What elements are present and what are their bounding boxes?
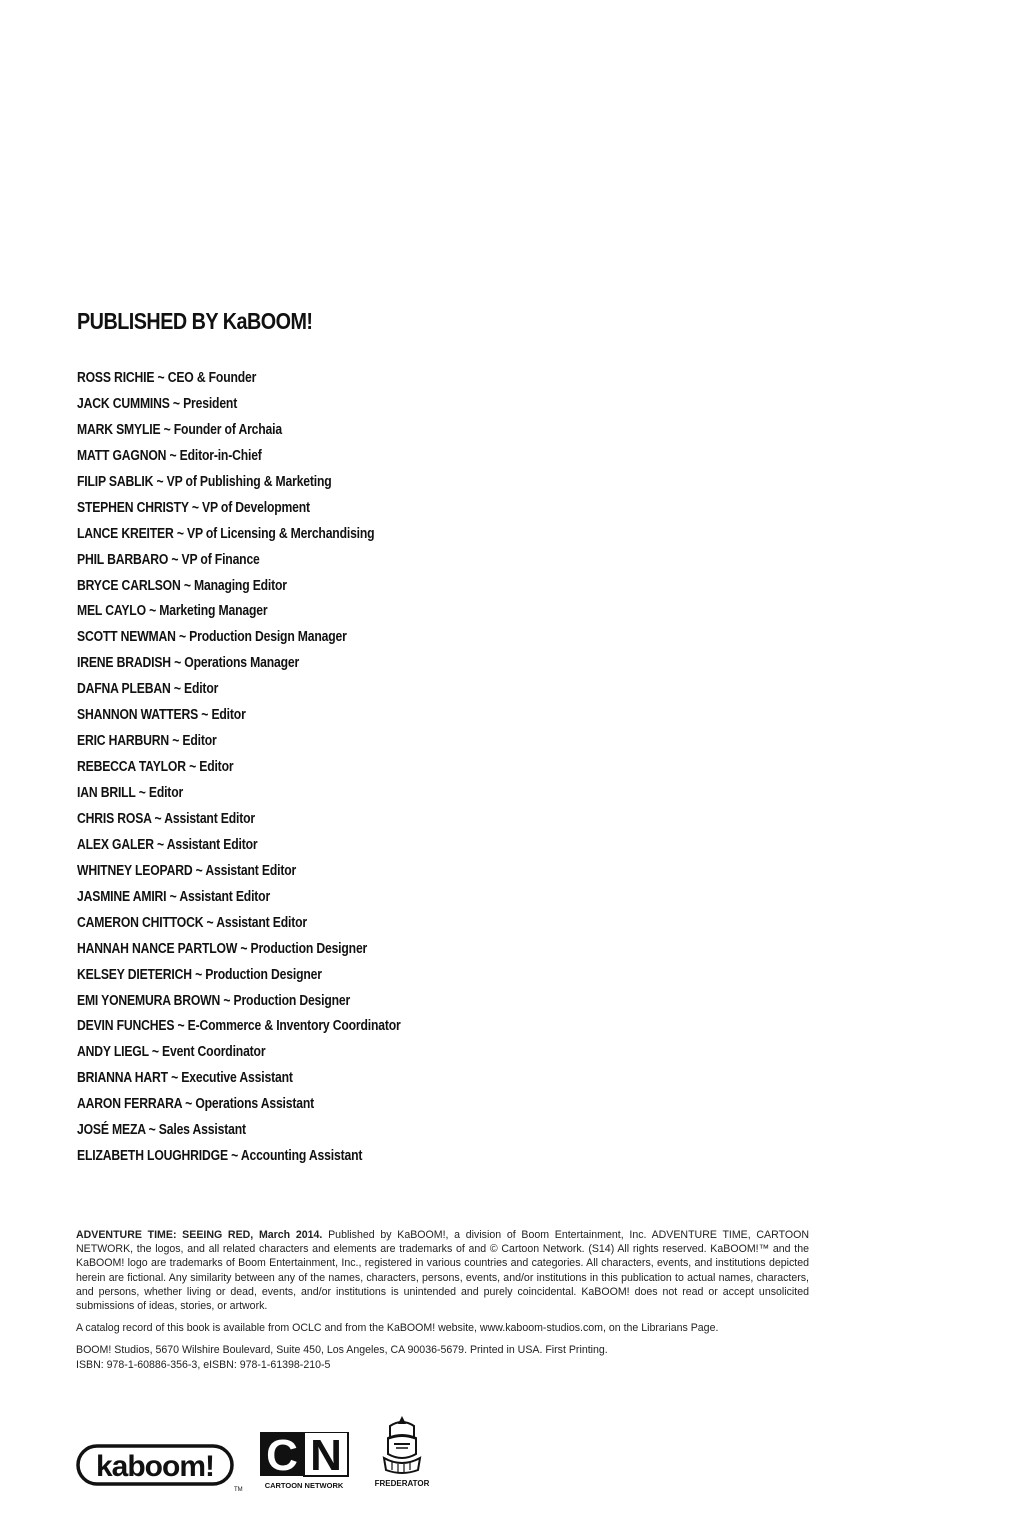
publisher-address: BOOM! Studios, 5670 Wilshire Boulevard, Suite 450, Los Angeles, CA 90036-5679. Printed in USA. First Printing. <box>76 1344 608 1357</box>
staff-entry: CAMERON CHITTOCK ~ Assistant Editor <box>77 914 307 931</box>
staff-entry: IRENE BRADISH ~ Operations Manager <box>77 655 300 672</box>
staff-entry: BRIANNA HART ~ Executive Assistant <box>77 1070 293 1087</box>
staff-entry: JASMINE AMIRI ~ Assistant Editor <box>77 888 271 905</box>
staff-entry: EMI YONEMURA BROWN ~ Production Designer <box>77 992 351 1009</box>
cartoon-network-logo-text: CARTOON NETWORK <box>264 1481 344 1490</box>
staff-entry: MARK SMYLIE ~ Founder of Archaia <box>77 421 282 438</box>
staff-entry: BRYCE CARLSON ~ Managing Editor <box>77 577 287 594</box>
staff-entry: ELIZABETH LOUGHRIDGE ~ Accounting Assistant <box>77 1148 363 1165</box>
staff-entry: JOSÉ MEZA ~ Sales Assistant <box>77 1122 246 1139</box>
staff-entry: ERIC HARBURN ~ Editor <box>77 733 217 750</box>
staff-entry: LANCE KREITER ~ VP of Licensing & Merchandising <box>77 525 375 542</box>
catalog-note: A catalog record of this book is available from OCLC and from the KaBOOM! website, www.kaboom-studios.com, on the Librarians Page. <box>76 1322 719 1335</box>
cartoon-network-logo <box>260 1432 352 1494</box>
staff-entry: ANDY LIEGL ~ Event Coordinator <box>77 1044 266 1061</box>
publication-title: ADVENTURE TIME: SEEING RED, March 2014. <box>76 1229 323 1241</box>
staff-entry: AARON FERRARA ~ Operations Assistant <box>77 1096 315 1113</box>
staff-entry: KELSEY DIETERICH ~ Production Designer <box>77 966 322 983</box>
legal-notice <box>76 1228 809 1380</box>
svg-text:N: N <box>310 1432 342 1480</box>
isbn-line: ISBN: 978-1-60886-356-3, eISBN: 978-1-61398-210-5 <box>76 1358 331 1371</box>
frederator-logo-text: FREDERATOR <box>374 1479 430 1488</box>
staff-entry: MATT GAGNON ~ Editor-in-Chief <box>77 447 262 464</box>
staff-entry: ROSS RICHIE ~ CEO & Founder <box>77 370 257 386</box>
staff-list <box>77 368 462 1172</box>
staff-entry: STEPHEN CHRISTY ~ VP of Development <box>77 499 310 516</box>
staff-entry: PHIL BARBARO ~ VP of Finance <box>77 551 260 568</box>
staff-entry: SCOTT NEWMAN ~ Production Design Manager <box>77 629 347 646</box>
staff-entry: HANNAH NANCE PARTLOW ~ Production Designer <box>77 940 368 957</box>
staff-entry: ALEX GALER ~ Assistant Editor <box>77 836 258 853</box>
copyright-paragraph <box>76 1228 809 1313</box>
kaboom-logo <box>76 1444 246 1494</box>
staff-entry: CHRIS ROSA ~ Assistant Editor <box>77 810 255 827</box>
staff-entry: DEVIN FUNCHES ~ E-Commerce & Inventory Coordinator <box>77 1018 401 1035</box>
publisher-heading: PUBLISHED BY KaBOOM! <box>77 308 313 334</box>
logo-row <box>76 1410 456 1500</box>
kaboom-logo-text: kaboom! <box>95 1450 215 1483</box>
kaboom-tm-mark: TM <box>234 1487 243 1493</box>
staff-entry: MEL CAYLO ~ Marketing Manager <box>77 603 268 620</box>
staff-entry: WHITNEY LEOPARD ~ Assistant Editor <box>77 862 297 879</box>
staff-entry: FILIP SABLIK ~ VP of Publishing & Marketing <box>77 473 332 490</box>
frederator-logo <box>372 1412 432 1496</box>
staff-entry: JACK CUMMINS ~ President <box>77 395 238 412</box>
svg-text:C: C <box>266 1432 298 1480</box>
staff-entry: DAFNA PLEBAN ~ Editor <box>77 681 219 698</box>
staff-entry: REBECCA TAYLOR ~ Editor <box>77 759 234 776</box>
copyright-body: Published by KaBOOM!, a division of Boom Entertainment, Inc. ADVENTURE TIME, CARTOON NETWORK, the logos, and all related characters and elements are trademarks of and © Cartoon Network. (S14) All rights reserved. KaBOOM!™ and the KaBOOM! logo are trademarks of Boom Entertainment, Inc., registered in various countries and categories. All characters, events, and institutions depicted herein are fictional. Any similarity between any of the names, characters, persons, events, and/or institutions in this publication to actual names, characters, and persons, whether living or dead, events, and/or institutions is unintended and purely coincidental. KaBOOM! does not read or accept unsolicited submissions of ideas, stories, or artwork. <box>76 1229 809 1313</box>
staff-entry: SHANNON WATTERS ~ Editor <box>77 707 246 724</box>
staff-entry: IAN BRILL ~ Editor <box>77 785 184 801</box>
